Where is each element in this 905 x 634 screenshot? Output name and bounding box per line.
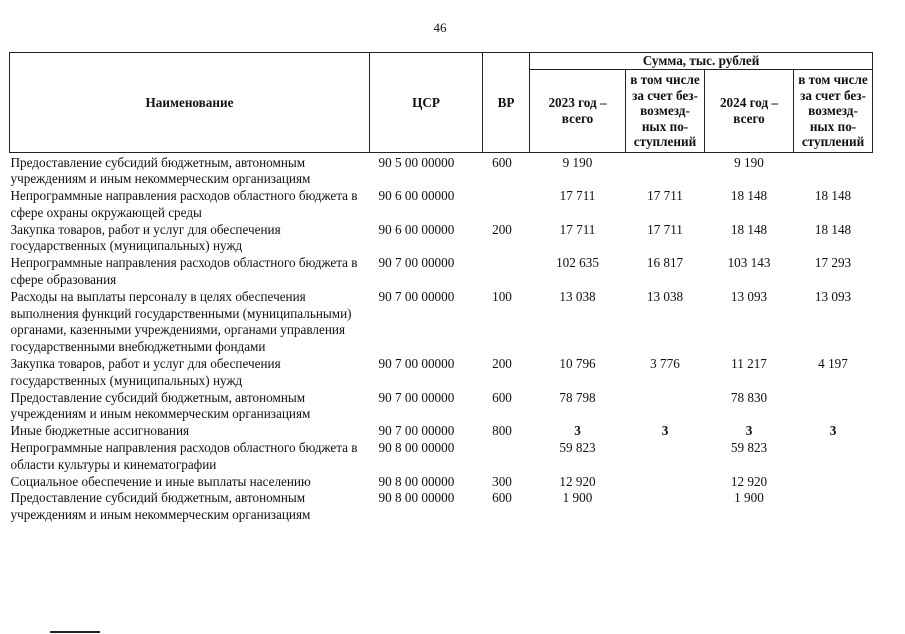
row-2024-gratuitous: 18 148 xyxy=(814,188,852,204)
table-row xyxy=(10,423,873,440)
row-vr: 600 xyxy=(492,154,512,170)
row-2024-total: 103 143 xyxy=(727,255,771,271)
row-2023-total: 17 711 xyxy=(559,221,596,237)
row-2023-gratuitous: 17 711 xyxy=(647,188,683,204)
row-vr: 600 xyxy=(492,389,512,405)
table-row xyxy=(10,440,873,474)
header-csr: ЦСР xyxy=(370,53,483,153)
row-2023-total: 9 190 xyxy=(562,154,593,170)
row-2023-gratuitous xyxy=(626,152,705,188)
row-2024-total: 18 148 xyxy=(730,221,768,237)
row-vr xyxy=(483,255,530,289)
row-vr: 100 xyxy=(492,288,512,304)
row-2023-total: 1 900 xyxy=(562,490,593,506)
row-name: Закупка товаров, работ и услуг для обеспечения государственных (муниципальных) нужд xyxy=(10,356,281,388)
row-2023-gratuitous: 3 776 xyxy=(650,356,680,372)
row-2024-gratuitous xyxy=(794,152,873,188)
table-row xyxy=(10,222,873,256)
table-row xyxy=(10,474,873,491)
row-2023-total: 102 635 xyxy=(556,255,599,271)
row-2023-total: 12 920 xyxy=(559,473,596,489)
row-2023-gratuitous xyxy=(626,490,705,524)
row-2024-gratuitous: 17 293 xyxy=(814,255,852,271)
row-2023-total: 59 823 xyxy=(559,440,596,456)
row-name: Закупка товаров, работ и услуг для обеспечения государственных (муниципальных) нужд xyxy=(10,221,281,254)
row-csr: 90 7 00 00000 xyxy=(378,423,455,439)
row-csr: 90 5 00 00000 xyxy=(378,154,455,170)
header-2024-total: 2024 год – всего xyxy=(705,70,794,153)
row-csr: 90 7 00 00000 xyxy=(378,389,455,405)
row-csr: 90 8 00 00000 xyxy=(378,473,455,489)
row-csr: 90 7 00 00000 xyxy=(378,255,455,271)
row-2023-gratuitous: 3 xyxy=(661,423,669,439)
row-vr xyxy=(483,440,530,474)
row-2024-total: 59 823 xyxy=(730,440,768,456)
row-2024-total: 1 900 xyxy=(734,490,764,506)
row-csr: 90 7 00 00000 xyxy=(378,288,455,304)
row-vr: 200 xyxy=(492,356,512,372)
row-2024-gratuitous xyxy=(794,440,873,474)
header-sum-group: Сумма, тыс. рублей xyxy=(530,53,873,70)
header-name: Наименование xyxy=(10,53,370,153)
row-2024-total: 78 830 xyxy=(730,389,768,405)
row-name: Непрограммные направления расходов областного бюджета в сфере образования xyxy=(10,255,358,288)
row-2023-gratuitous xyxy=(626,390,705,424)
row-csr: 90 8 00 00000 xyxy=(378,440,455,456)
footer-rule xyxy=(50,631,100,633)
table-header xyxy=(10,53,873,153)
header-vr: ВР xyxy=(483,53,530,153)
row-2024-total: 18 148 xyxy=(730,188,768,204)
table-body xyxy=(10,152,873,524)
row-name: Предоставление субсидий бюджетным, автономным учреждениям и иным некоммерческим организациям xyxy=(10,154,311,187)
row-vr xyxy=(483,188,530,222)
table-row xyxy=(10,188,873,222)
row-name: Расходы на выплаты персоналу в целях обеспечения выполнения функций государственными (муниципальными) органами, казенными учреждениями, органами управления государственными внебюджетными фондами xyxy=(10,288,352,355)
table-row xyxy=(10,356,873,390)
row-2024-gratuitous: 4 197 xyxy=(818,356,848,372)
table-row xyxy=(10,490,873,524)
row-2023-gratuitous: 16 817 xyxy=(646,255,684,271)
table-row xyxy=(10,289,873,356)
row-name: Социальное обеспечение и иные выплаты населению xyxy=(10,473,311,489)
row-2023-total: 13 038 xyxy=(559,288,596,304)
header-2024-gratuitous: в том числе за счет без-возмезд-ных по-ступлений xyxy=(794,70,873,153)
row-2024-gratuitous xyxy=(794,490,873,524)
row-vr: 200 xyxy=(492,221,512,237)
row-name: Иные бюджетные ассигнования xyxy=(10,423,190,439)
table-row xyxy=(10,255,873,289)
budget-table xyxy=(9,52,873,524)
row-2023-total: 17 711 xyxy=(559,188,596,204)
header-2023-total: 2023 год – всего xyxy=(530,70,626,153)
row-2023-total: 78 798 xyxy=(559,389,596,405)
row-2023-gratuitous: 13 038 xyxy=(646,288,684,304)
row-2024-gratuitous: 13 093 xyxy=(814,288,852,304)
row-csr: 90 6 00 00000 xyxy=(378,188,455,204)
row-2023-gratuitous: 17 711 xyxy=(647,221,683,237)
row-name: Предоставление субсидий бюджетным, автономным учреждениям и иным некоммерческим организациям xyxy=(10,490,311,523)
row-name: Непрограммные направления расходов областного бюджета в области культуры и кинематографии xyxy=(10,440,358,472)
row-2024-total: 3 xyxy=(745,423,753,439)
row-2024-gratuitous: 3 xyxy=(829,423,837,439)
row-2024-total: 12 920 xyxy=(730,473,768,489)
row-2024-total: 13 093 xyxy=(730,288,768,304)
row-2024-gratuitous xyxy=(794,474,873,491)
table-row xyxy=(10,390,873,424)
header-2023-gratuitous: в том числе за счет без-возмезд-ных по-ступлений xyxy=(626,70,705,153)
row-csr: 90 8 00 00000 xyxy=(378,490,455,506)
row-vr: 300 xyxy=(492,473,512,489)
row-vr: 600 xyxy=(492,490,512,506)
row-2024-gratuitous: 18 148 xyxy=(814,221,852,237)
row-name: Непрограммные направления расходов областного бюджета в сфере охраны окружающей среды xyxy=(10,188,358,220)
table-row xyxy=(10,152,873,188)
row-2023-gratuitous xyxy=(626,440,705,474)
row-2024-total: 9 190 xyxy=(734,154,764,170)
row-2024-gratuitous xyxy=(794,390,873,424)
row-2023-total: 10 796 xyxy=(559,356,596,372)
row-name: Предоставление субсидий бюджетным, автономным учреждениям и иным некоммерческим организациям xyxy=(10,389,311,422)
row-2024-total: 11 217 xyxy=(731,356,767,372)
row-2023-total: 3 xyxy=(574,423,581,439)
row-csr: 90 6 00 00000 xyxy=(378,221,455,237)
row-vr: 800 xyxy=(492,423,512,439)
page-number: 46 xyxy=(433,20,447,35)
row-csr: 90 7 00 00000 xyxy=(378,356,455,372)
row-2023-gratuitous xyxy=(626,474,705,491)
